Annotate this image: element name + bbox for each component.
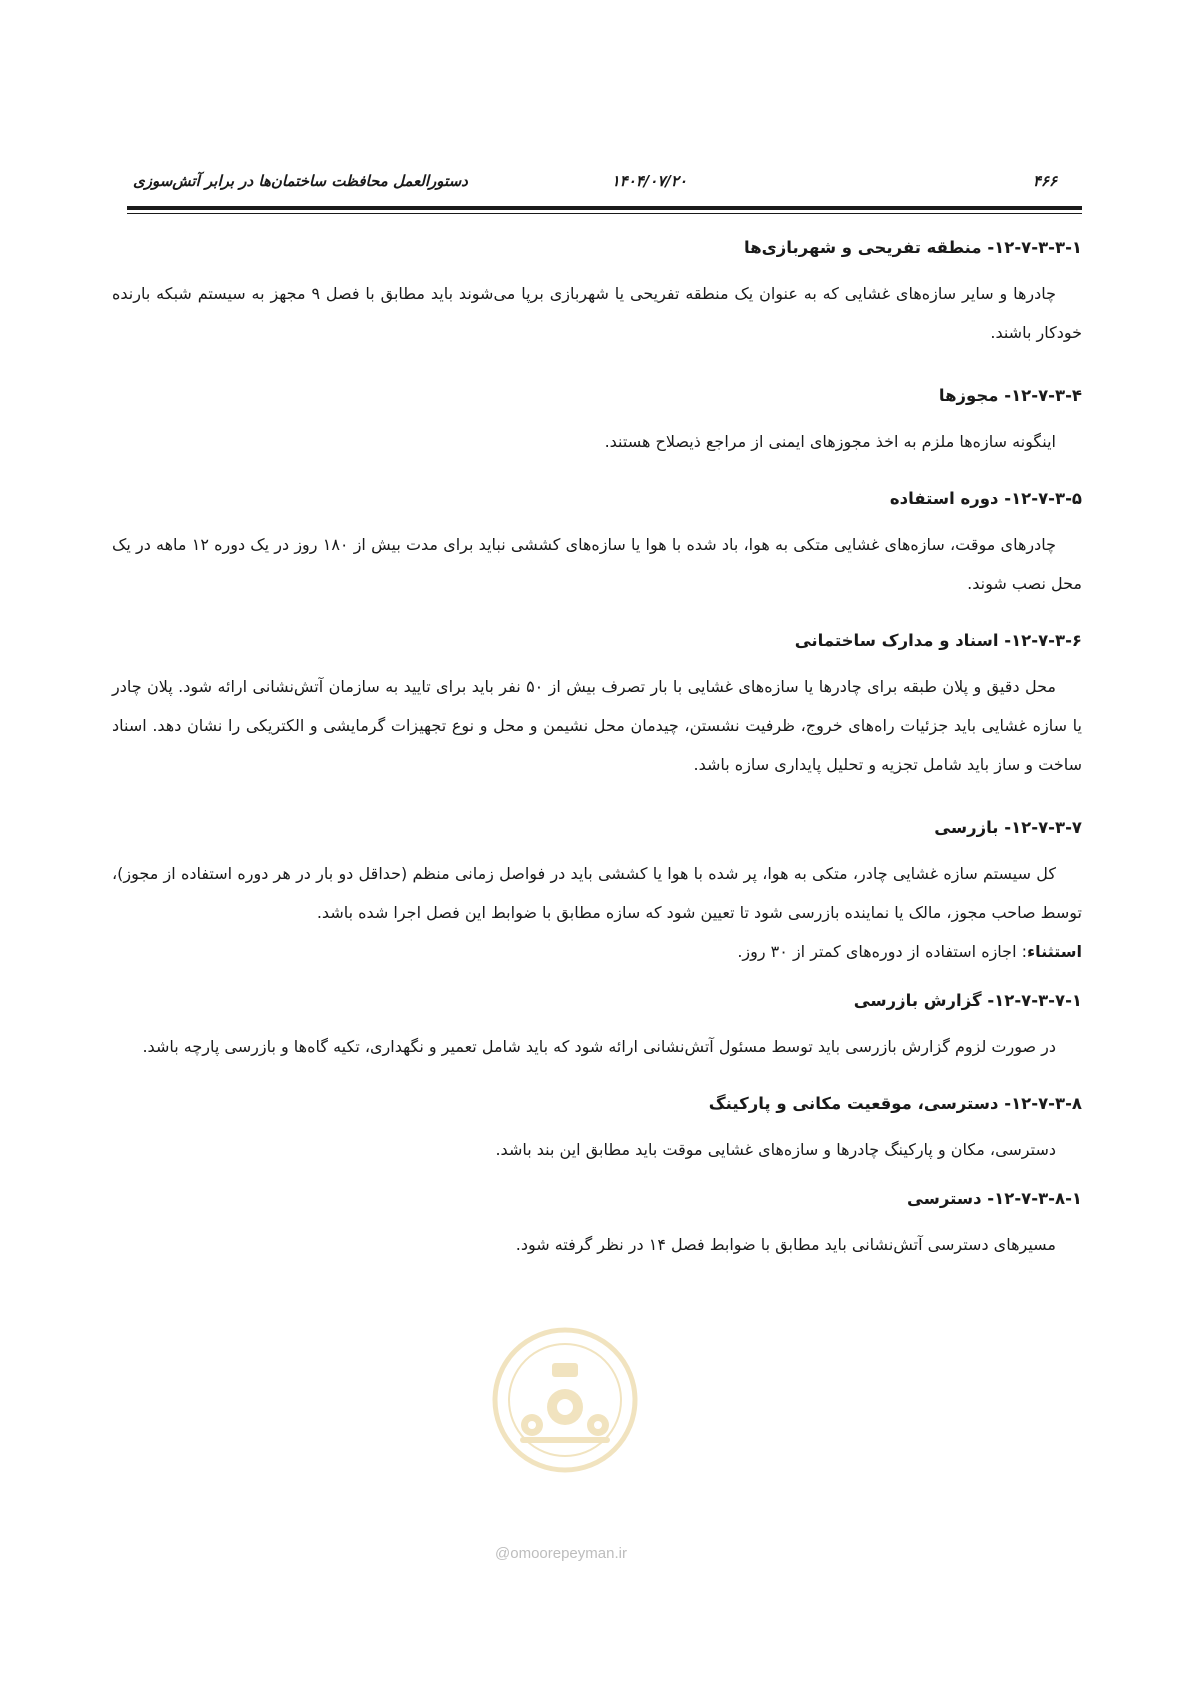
section-amusement-areas bbox=[112, 228, 1082, 352]
section-paragraph: چادرهای موقت، سازه‌های غشایی متکی به هوا، باد شده با هوا یا سازه‌های کششی نباید برای مدت بیش از ۱۸۰ روز در یک دوره ۱۲ ماهه در یک محل نصب شوند. bbox=[112, 535, 1082, 593]
section-heading: ۱۲-۷-۳-۸-۱- دسترسی bbox=[906, 1189, 1082, 1208]
section-heading: ۱۲-۷-۳-۳-۱- منطقه تفریحی و شهربازی‌ها bbox=[744, 238, 1082, 257]
section-paragraph: دسترسی، مکان و پارکینگ چادرها و سازه‌های غشایی موقت باید مطابق این بند باشد. bbox=[495, 1140, 1056, 1159]
document-body bbox=[112, 228, 1082, 1264]
header-date: ۱۴۰۴/۰۷/۲۰ bbox=[611, 172, 687, 190]
header-rule-thick bbox=[127, 206, 1082, 210]
section-paragraph: چادرها و سایر سازه‌های غشایی که به عنوان یک منطقه تفریحی یا شهربازی برپا می‌شوند باید مطابق با فصل ۹ مجهز به سیستم شبکه بارنده خودکار باشند. bbox=[112, 284, 1082, 342]
exception-text: : اجازه استفاده از دوره‌های کمتر از ۳۰ روز. bbox=[737, 942, 1027, 961]
header-title: دستورالعمل محافظت ساختمان‌ها در برابر آتش‌سوزی bbox=[133, 172, 468, 190]
section-heading: ۱۲-۷-۳-۵- دوره استفاده bbox=[889, 489, 1082, 508]
section-permits bbox=[112, 376, 1082, 461]
section-access-location-parking bbox=[112, 1084, 1082, 1169]
section-inspection bbox=[112, 808, 1082, 971]
running-header bbox=[127, 168, 1082, 202]
section-paragraph: اینگونه سازه‌ها ملزم به اخذ مجوزهای ایمنی از مراجع ذیصلاح هستند. bbox=[604, 432, 1056, 451]
header-rule-thin bbox=[127, 213, 1082, 214]
page-number: ۴۶۶ bbox=[1032, 172, 1057, 190]
section-construction-documents bbox=[112, 621, 1082, 784]
section-paragraph: در صورت لزوم گزارش بازرسی باید توسط مسئول آتش‌نشانی ارائه شود که باید شامل تعمیر و نگهداری، تکیه گاه‌ها و بازرسی پارچه باشد. bbox=[142, 1037, 1056, 1056]
exception-label: استثناء bbox=[1027, 942, 1082, 961]
section-paragraph: کل سیستم سازه غشایی چادر، متکی به هوا، پر شده با هوا یا کششی باید در فواصل زمانی منظم (حداقل دو بار در هر دوره استفاده از مجوز)، توسط صاحب مجوز، مالک یا نماینده بازرسی شود تا تعیین شود که سازه مطابق با ضوابط این فصل اجرا شده باشد. bbox=[112, 864, 1082, 922]
section-access bbox=[112, 1179, 1082, 1264]
section-period-of-use bbox=[112, 479, 1082, 603]
section-paragraph: مسیرهای دسترسی آتش‌نشانی باید مطابق با ضوابط فصل ۱۴ در نظر گرفته شود. bbox=[515, 1235, 1056, 1254]
section-paragraph: محل دقیق و پلان طبقه برای چادرها یا سازه‌های غشایی با بار تصرف بیش از ۵۰ نفر باید برای تایید به سازمان آتش‌نشانی ارائه شود. پلان چادر یا سازه غشایی باید جزئیات راه‌های خروج، ظرفیت نشستن، چیدمان محل نشیمن و محل و نوع تجهیزات گرمایشی و الکتریکی را نشان دهد. اسناد ساخت و ساز باید شامل تجزیه و تحلیل پایداری سازه باشد. bbox=[112, 677, 1082, 774]
section-heading: ۱۲-۷-۳-۷-۱- گزارش بازرسی bbox=[853, 991, 1082, 1010]
exception-note bbox=[112, 932, 1082, 971]
section-heading: ۱۲-۷-۳-۴- مجوزها bbox=[938, 386, 1082, 405]
section-heading: ۱۲-۷-۳-۸- دسترسی، موقعیت مکانی و پارکینگ bbox=[708, 1094, 1082, 1113]
seal-logo-icon bbox=[490, 1325, 640, 1475]
section-heading: ۱۲-۷-۳-۶- اسناد و مدارک ساختمانی bbox=[794, 631, 1082, 650]
section-inspection-report bbox=[112, 981, 1082, 1066]
watermark-caption: @omoorepeyman.ir bbox=[495, 1545, 627, 1562]
section-heading: ۱۲-۷-۳-۷- بازرسی bbox=[934, 818, 1082, 837]
